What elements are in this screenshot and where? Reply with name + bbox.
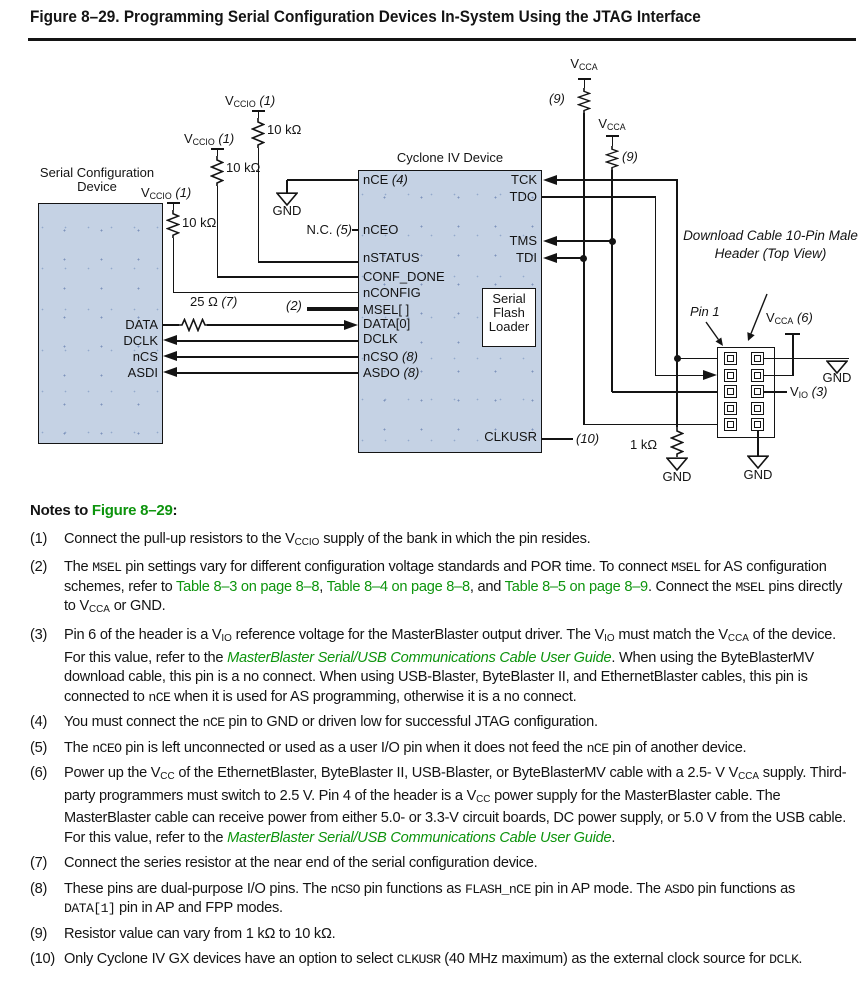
wire-data bbox=[207, 324, 346, 325]
wire-clkusr bbox=[542, 438, 573, 439]
pin-clkusr: CLKUSR bbox=[484, 429, 537, 444]
wire-tms-vertical bbox=[611, 170, 612, 392]
text-segment: pin to GND or driven low for successful JTAG configuration. bbox=[224, 714, 598, 731]
gnd-label: GND bbox=[272, 203, 302, 218]
text-segment: . bbox=[798, 951, 803, 968]
wire-tck bbox=[557, 179, 678, 180]
arrow-into-tms bbox=[543, 236, 557, 246]
text-segment: supply of the bank in which the pin resides. bbox=[319, 530, 591, 547]
note-item-5: (5) The nCEO pin is left unconnected or used as a user I/O pin when it does not feed the nCE pin of another device. bbox=[30, 739, 747, 756]
subscript: IO bbox=[221, 633, 232, 645]
wire-dclk bbox=[176, 340, 358, 341]
wire-header-row3 bbox=[612, 391, 726, 392]
note-item-9: (9) Resistor value can vary from 1 kΩ to 10 kΩ. bbox=[30, 925, 336, 942]
text-segment: Only Cyclone IV GX devices have an option to select bbox=[64, 951, 397, 968]
pin-asdo: ASDO (8) bbox=[363, 365, 420, 380]
doc-link[interactable]: Table 8–4 on page 8–8 bbox=[326, 578, 470, 595]
wire-ncs bbox=[176, 356, 358, 357]
header-pin-2 bbox=[751, 352, 764, 365]
arrow-into-asdi bbox=[163, 367, 177, 377]
wire-header-row5 bbox=[583, 424, 726, 425]
header-caption-2: Header (Top View) bbox=[714, 246, 827, 261]
wire bbox=[217, 186, 218, 277]
resistor-icon bbox=[251, 118, 265, 148]
wire bbox=[217, 148, 218, 156]
clkusr-note-label: (10) bbox=[576, 431, 600, 446]
nc-label: N.C. (5) bbox=[306, 222, 352, 237]
text-segment: Connect the pull-up resistors to the V bbox=[64, 530, 295, 547]
resistor-icon bbox=[605, 146, 619, 170]
junction-dot bbox=[580, 255, 587, 262]
note-item-8: (8) These pins are dual-purpose I/O pins. The nCSO pin functions as FLASH_nCE pin in AP mode. The ASDO pin functions as DATA[1] pin in AP and FPP modes. bbox=[30, 880, 796, 917]
header-pin-3 bbox=[724, 369, 737, 382]
subscript: CCA bbox=[88, 604, 110, 616]
wire-tdo-vertical bbox=[655, 197, 656, 375]
resistor-icon bbox=[577, 88, 591, 113]
text-segment: nCE bbox=[586, 740, 609, 756]
vccio-label-2: $V_{CCIO}$ (1) bbox=[184, 131, 235, 147]
pin-nceo: nCEO bbox=[363, 222, 399, 237]
text-segment: (40 MHz maximum) as the external clock source for bbox=[440, 951, 770, 968]
header-pin-5 bbox=[724, 385, 737, 398]
text-segment: for AS configuration schemes, refer to bbox=[64, 559, 827, 595]
vcca-label-2: $V_{CCA}$ bbox=[598, 116, 626, 132]
subscript: CCA bbox=[738, 771, 759, 783]
text-segment: Pin 6 of the header is a V bbox=[64, 626, 222, 643]
resistor-value: 1 kΩ bbox=[630, 437, 658, 452]
text-segment: MSEL bbox=[92, 560, 122, 576]
cyclone-title: Cyclone IV Device bbox=[396, 150, 504, 165]
doc-link[interactable]: Table 8–3 on page 8–8 bbox=[176, 578, 320, 595]
vccio-label-1: $V_{CCIO}$ (1) bbox=[225, 93, 276, 109]
resistor-icon bbox=[210, 156, 224, 186]
resistor-note: (9) bbox=[622, 149, 638, 164]
text-segment: nCE bbox=[202, 715, 225, 731]
text-segment: pin in AP mode. The bbox=[530, 880, 665, 897]
pin-tms: TMS bbox=[509, 233, 537, 248]
header-pin-4 bbox=[751, 369, 764, 382]
wire-tdi-vertical bbox=[583, 113, 584, 424]
wire bbox=[258, 110, 259, 118]
pin1-pointer bbox=[700, 318, 730, 350]
scd-pin-dclk: DCLK bbox=[123, 333, 158, 348]
pin-nstatus: nSTATUS bbox=[363, 250, 420, 265]
text-segment: pin in AP and FPP modes. bbox=[115, 900, 283, 917]
wire-nstatus bbox=[258, 261, 358, 262]
text-segment: The bbox=[64, 559, 93, 576]
note-item-3: (3) Pin 6 of the header is a $V_{IO}$ reference voltage for the MasterBlaster output driver. The $V_{IO}$ must match the $V_{CCA}$ of the device. For this value, refer to the MasterBlaster Serial/USB Communications Cable User Guide. When using the ByteBlasterMV download cable, this pin is a no connect. When using USB-Blaster, ByteBlaster II, and EthernetBlaster cables, this pin is connected to nCE when it is used for AS programming, otherwise it is a no connect. bbox=[30, 626, 836, 705]
wire-asdi bbox=[176, 372, 358, 373]
header-pin-7 bbox=[724, 402, 737, 415]
pin-ncso: nCSO (8) bbox=[363, 349, 418, 364]
text-segment: . Connect the bbox=[647, 578, 736, 595]
arrow-into-dclk bbox=[163, 335, 177, 345]
gnd-label: GND bbox=[822, 370, 852, 385]
vccio-label-3: $V_{CCIO}$ (1) bbox=[141, 185, 192, 201]
figure-title: Figure 8–29. Programming Serial Configuration Devices In-System Using the JTAG Interface bbox=[30, 8, 701, 26]
notes-section bbox=[30, 501, 850, 976]
pin-msel: MSEL[ ] bbox=[363, 302, 410, 317]
pin1-label: Pin 1 bbox=[690, 304, 720, 319]
text-segment: Resistor value can vary from 1 kΩ to 10 kΩ. bbox=[64, 925, 336, 942]
figure-link[interactable]: Figure 8–29 bbox=[91, 502, 173, 519]
gnd-label: GND bbox=[662, 469, 692, 484]
text-segment: These pins are dual-purpose I/O pins. The bbox=[64, 880, 331, 897]
pin-tdo: TDO bbox=[509, 189, 537, 204]
subscript: CCIO bbox=[294, 536, 320, 548]
note-item-10: (10) Only Cyclone IV GX devices have an option to select CLKUSR (40 MHz maximum) as the external clock source for DCLK. bbox=[30, 951, 803, 968]
wire bbox=[584, 78, 585, 88]
text-segment: CLKUSR bbox=[396, 952, 441, 968]
text-segment: nCE bbox=[148, 689, 171, 705]
note-item-1: (1) Connect the pull-up resistors to the $V_{CCIO}$ supply of the bank in which the pin resides. bbox=[30, 530, 591, 548]
pin-data0: DATA[0] bbox=[363, 316, 411, 331]
pin-tdi: TDI bbox=[516, 250, 537, 265]
vcca-label-1: $V_{CCA}$ bbox=[570, 56, 598, 72]
subscript: CC bbox=[476, 793, 491, 805]
wire-vcca6 bbox=[764, 375, 794, 376]
text-segment: pin functions as bbox=[693, 880, 796, 897]
header-pin-8 bbox=[751, 402, 764, 415]
wire-data bbox=[163, 324, 179, 325]
text-segment: , bbox=[319, 578, 327, 595]
doc-link[interactable]: Table 8–5 on page 8–9 bbox=[504, 578, 648, 595]
text-segment: ASDO bbox=[664, 881, 694, 897]
text-segment: pin settings vary for different configuration voltage standards and POR time. To connect bbox=[121, 559, 672, 576]
scd-pin-asdi: ASDI bbox=[127, 365, 158, 380]
note-item-2: (2) The MSEL pin settings vary for different configuration voltage standards and POR time. To connect MSEL for AS configuration schemes, refer to Table 8–3 on page 8–8, Table 8–4 on page 8–8, and Table 8–5 on page 8–9. Connect the MSEL pins directly to $V_{CCA}$ or GND. bbox=[30, 559, 843, 616]
wire bbox=[173, 202, 174, 210]
text-segment: must match the V bbox=[614, 626, 728, 643]
wire-vcca6-vertical bbox=[792, 334, 793, 375]
junction-dot bbox=[609, 238, 616, 245]
text-segment: The bbox=[64, 739, 93, 756]
subscript: IO bbox=[604, 633, 615, 645]
scd-pin-ncs: nCS bbox=[132, 349, 158, 364]
gnd-label: GND bbox=[743, 467, 773, 482]
arrow-into-ncs bbox=[163, 351, 177, 361]
wire bbox=[612, 135, 613, 146]
text-segment: . When using the ByteBlasterMV download cable, this pin is a no connect. When using USB-Blaster, ByteBlaster II, and EthernetBlaster cables, this pin is connected to bbox=[64, 649, 814, 705]
vcca6-label: $V_{CCA}$ (6) bbox=[766, 310, 813, 326]
text-segment: of the EthernetBlaster, ByteBlaster II, USB-Blaster, or ByteBlasterMV cable with a 2.5- V V bbox=[174, 765, 739, 782]
wire-tck-vertical bbox=[676, 180, 677, 427]
wire bbox=[173, 238, 174, 293]
pin-dclk: DCLK bbox=[363, 331, 398, 346]
text-segment: pins directly to V bbox=[64, 578, 843, 615]
wire-gnd-bottom bbox=[757, 430, 758, 456]
wire-tdo bbox=[542, 196, 656, 197]
text-segment: MSEL bbox=[735, 579, 765, 595]
text-segment: MSEL bbox=[671, 560, 701, 576]
resistor-value: 10 kΩ bbox=[182, 215, 217, 230]
wire-vio bbox=[764, 391, 787, 392]
note-item-7: (7) Connect the series resistor at the near end of the serial configuration device. bbox=[30, 855, 538, 872]
pin-tck: TCK bbox=[511, 172, 537, 187]
text-segment: pin is left unconnected or used as a user I/O pin when it does not feed the bbox=[121, 739, 587, 756]
doc-link[interactable]: MasterBlaster Serial/USB Communications Cable User Guide bbox=[227, 649, 612, 666]
resistor-note: (9) bbox=[549, 91, 565, 106]
text-segment: You must connect the bbox=[64, 714, 203, 731]
arrow-into-header-tdo bbox=[703, 370, 717, 380]
header-caption: Download Cable 10-Pin Male bbox=[683, 228, 858, 243]
text-segment: power supply for the MasterBlaster cable. The MasterBlaster cable can receive power from either 5.0- or 3.3-V circuit boards, DC power supply, or 5.0 V from the USB cable. For this value, refer to the bbox=[64, 787, 847, 846]
resistor-icon bbox=[166, 210, 180, 238]
notes-heading: Notes to Figure 8–29: bbox=[30, 502, 178, 519]
header-pin-6 bbox=[751, 385, 764, 398]
doc-link[interactable]: MasterBlaster Serial/USB Communications Cable User Guide bbox=[227, 829, 612, 846]
text-segment: when it is used for AS programming, otherwise it is a no connect. bbox=[170, 688, 577, 705]
scd-pin-data: DATA bbox=[125, 317, 158, 332]
text-segment: supply. Third-party programmers must switch to 2.5 V. Pin 4 of the header is a V bbox=[64, 765, 847, 804]
serial-flash-loader-box: Serial Flash Loader bbox=[482, 288, 536, 347]
pin-confdone: CONF_DONE bbox=[363, 269, 445, 284]
text-segment: pin functions as bbox=[359, 880, 465, 897]
pin-nconfig: nCONFIG bbox=[363, 285, 421, 300]
title-rule bbox=[28, 38, 856, 41]
subscript: CCA bbox=[727, 633, 749, 645]
msel-note-label: (2) bbox=[286, 298, 302, 313]
resistor-value: 10 kΩ bbox=[267, 122, 302, 137]
vio-label: $V_{IO}$ (3) bbox=[790, 384, 828, 400]
text-segment: . bbox=[611, 829, 616, 846]
text-segment: pin of another device. bbox=[608, 739, 747, 756]
text-segment: reference voltage for the MasterBlaster output driver. The V bbox=[231, 626, 605, 643]
text-segment: Connect the series resistor at the near end of the serial configuration device. bbox=[64, 855, 538, 872]
resistor-icon bbox=[670, 427, 684, 457]
wire-tms bbox=[557, 240, 612, 241]
text-segment: DCLK bbox=[769, 952, 799, 968]
text-segment: FLASH_nCE bbox=[464, 881, 531, 897]
note-item-4: (4) You must connect the nCE pin to GND or driven low for successful JTAG configuration. bbox=[30, 714, 598, 731]
subscript: CC bbox=[160, 771, 175, 783]
header-pin-9 bbox=[724, 418, 737, 431]
pin-nce: nCE (4) bbox=[363, 172, 408, 187]
wire-confdone bbox=[217, 276, 358, 277]
series-resistor-label: 25 Ω (7) bbox=[190, 294, 238, 309]
arrow-into-tck bbox=[543, 175, 557, 185]
text-segment: of the device. For this value, refer to the bbox=[64, 626, 836, 666]
wire-msel-thick bbox=[307, 307, 358, 311]
wire-header-row2 bbox=[655, 375, 704, 376]
arrow-into-tdi bbox=[543, 253, 557, 263]
wire-nce bbox=[287, 179, 358, 180]
resistor-icon bbox=[178, 318, 208, 332]
text-segment: nCSO bbox=[330, 881, 360, 897]
text-segment: Power up the V bbox=[64, 765, 161, 782]
supply-bar bbox=[785, 333, 800, 335]
header-pin-1 bbox=[724, 352, 737, 365]
note-item-6: (6) Power up the $V_{CC}$ of the EthernetBlaster, ByteBlaster II, USB-Blaster, or ByteBlasterMV cable with a 2.5- V $V_{CCA}$ supply. Third-party programmers must switch to 2.5 V. Pin 4 of the header is a $V_{CC}$ power supply for the MasterBlaster cable. The MasterBlaster cable can receive power from either 5.0- or 3.3-V circuit boards, DC power supply, or 5.0 V from the USB cable. For this value, refer to the MasterBlaster Serial/USB Communications Cable User Guide. bbox=[30, 765, 847, 846]
text-segment: DATA[1] bbox=[64, 901, 116, 917]
text-segment: or GND. bbox=[109, 598, 166, 615]
text-segment: , and bbox=[469, 578, 505, 595]
arrow-into-data0 bbox=[344, 320, 358, 330]
text-segment: nCEO bbox=[92, 740, 122, 756]
scd-title: Serial Configuration Device bbox=[39, 165, 155, 194]
resistor-value: 10 kΩ bbox=[226, 160, 261, 175]
